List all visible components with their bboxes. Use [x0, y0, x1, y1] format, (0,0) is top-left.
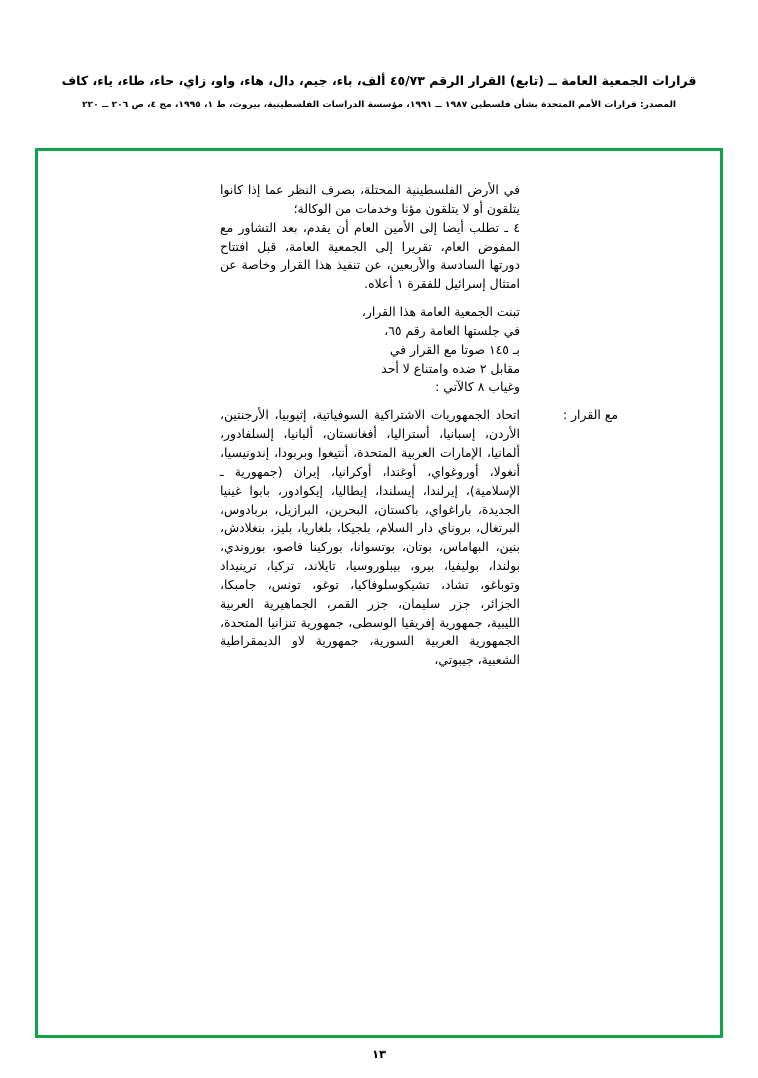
paragraph-continuation: في الأرض الفلسطينية المحتلة، بصرف النظر عما إذا كانوا يتلقون أو لا يتلقون مؤنا وخدمات من الوكالة؛ — [220, 182, 520, 216]
vote-line: مقابل ٢ ضده وامتناع لا أحد — [381, 360, 520, 376]
page-header — [0, 72, 758, 110]
document-body — [220, 181, 618, 670]
countries-in-favour-block — [220, 406, 618, 670]
page-number: ١٣ — [371, 1047, 387, 1061]
spacer — [220, 294, 520, 303]
header-title: قرارات الجمعية العامة ــ (تابع) القرار الرقم ٤٥/٧٣ ألف، باء، جيم، دال، هاء، واو، زاي، حاء، طاء، ياء، كاف — [61, 73, 697, 88]
content-frame — [35, 148, 723, 1038]
paragraph-item-4: ٤ ـ تطلب أيضا إلى الأمين العام أن يقدم، بعد التشاور مع المفوض العام، تقريرا إلى الجمعية العامة، قبل افتتاح دورتها السادسة والأربعين، عن تنفيذ هذا القرار وخاصة عن امتثال إسرائيل للفقرة ١ أعلاه. — [220, 219, 520, 292]
vote-line: وغياب ٨ كالآتي : — [435, 379, 520, 395]
spacer — [220, 397, 520, 406]
countries-in-favour-list: اتحاد الجمهوريات الاشتراكية السوفياتية، إثيوبيا، الأرجنتين، الأردن، إسبانيا، أستراليا، أفغانستان، ألبانيا، إلسلفادور، ألمانيا، الإمارات العربية المتحدة، أنتيغوا وبربودا، إندونيسيا، أنغولا، أوروغواي، أوغندا، أوكرانيا، إيران (جمهورية ـ الإسلامية)، إيرلندا، إيسلندا، إيطاليا، إيكوادور، بابوا غينيا الجديدة، باراغواي، باكستان، البحرين، البرازيل، بربادوس، البرتغال، بروناي دار السلام، بلجيكا، بلغاريا، بليز، بنغلادش، بنين، البهاماس، بوتان، بوتسوانا، بوركينا فاصو، بوروندي، بولندا، بوليفيا، بيرو، بيبلوروسيا، تايلاند، تركيا، ترينيداد وتوباغو، تشاد، تشيكوسلوفاكيا، توغو، تونس، جامبكا، الجزائر، جزر سليمان، جزر القمر، الجماهيرية العربية الليبية، جمهورية إفريقيا الوسطى، جمهورية تنزانيا المتحدة، الجمهورية العربية السورية، جمهورية لاو الديمقراطية الشعبية، جيبوتي، — [220, 407, 520, 668]
countries-in-favour-label: مع القرار : — [562, 407, 618, 423]
header-source: المصدر: قرارات الأمم المتحدة بشأن فلسطين ١٩٨٧ ــ ١٩٩١، مؤسسة الدراسات الفلسطينية، بيروت، ط ١، ١٩٩٥، مج ٤، ص ٢٠٦ ــ ٢٢٠ — [81, 98, 677, 110]
vote-line: بـ ١٤٥ صوتا مع القرار في — [389, 341, 520, 357]
vote-line: تبنت الجمعية العامة هذا القرار، — [361, 304, 520, 320]
vote-line: في جلستها العامة رقم ٦٥، — [384, 322, 520, 338]
